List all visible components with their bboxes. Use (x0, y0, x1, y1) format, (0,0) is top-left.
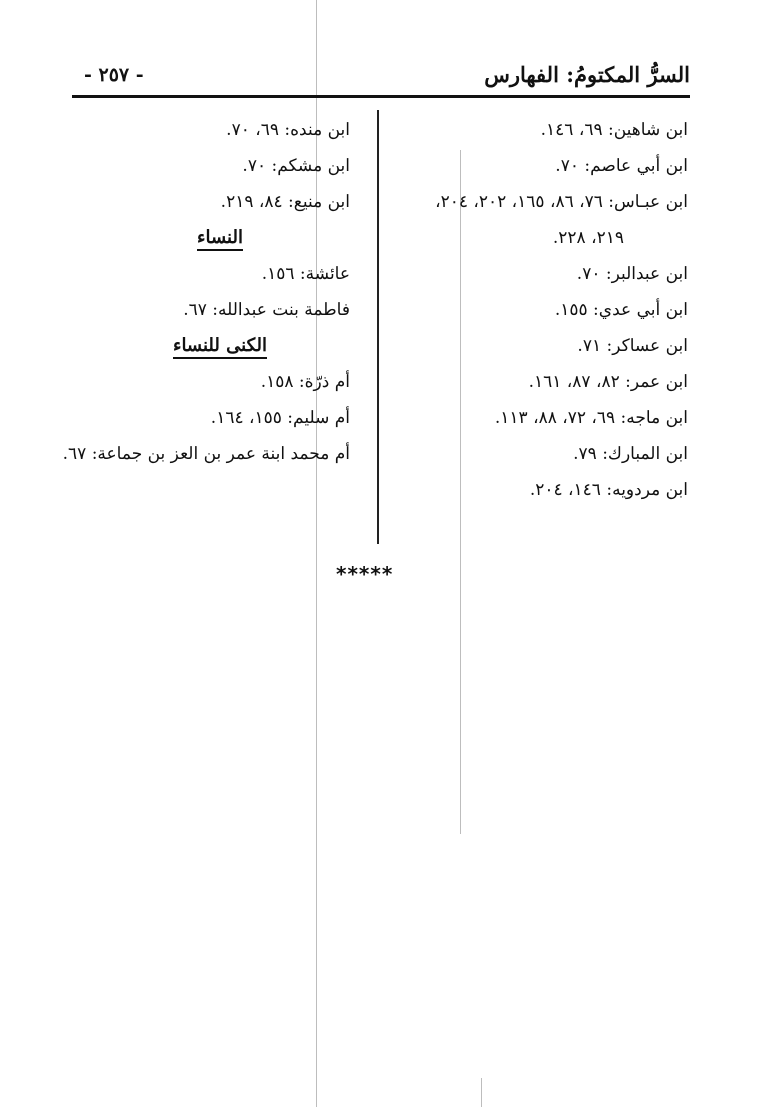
end-of-section-mark: ***** (336, 562, 394, 586)
index-entry: ابن مشكم: ٧٠. (242, 156, 350, 176)
index-entry: ابن ماجه: ٦٩، ٧٢، ٨٨، ١١٣. (494, 408, 688, 428)
scan-artifact-line (481, 1078, 482, 1107)
page-number: - ٢٥٧ - (84, 64, 144, 86)
section-heading-women-text: النساء (197, 227, 243, 251)
index-entry: ابن عبـاس: ٧٦، ٨٦، ١٦٥، ٢٠٢، ٢٠٤، (435, 192, 688, 212)
right-column (388, 112, 688, 508)
index-entry: أم محمد ابنة عمر بن العز بن جماعة: ٦٧. (62, 444, 350, 464)
index-entry: ابن أبي عاصم: ٧٠. (555, 156, 688, 176)
index-entry: ابن شاهين: ٦٩، ١٤٦. (540, 120, 688, 140)
index-entry: ابن عساكر: ٧١. (577, 336, 688, 356)
header-rule (72, 95, 690, 98)
index-entry: ابن مردويه: ١٤٦، ٢٠٤. (529, 480, 688, 500)
index-entry: ابن المبارك: ٧٩. (573, 444, 688, 464)
header-title: السرُّ المكتومُ: الفهارس (484, 62, 690, 87)
left-column (10, 112, 350, 472)
section-heading-women (90, 220, 350, 256)
index-entry: عائشة: ١٥٦. (261, 264, 350, 284)
section-heading-kunya (90, 328, 350, 364)
index-entry: ابن منده: ٦٩، ٧٠. (226, 120, 350, 140)
index-entry-continuation: ٢١٩، ٢٢٨. (552, 228, 624, 248)
index-entry: ابن منيع: ٨٤، ٢١٩. (220, 192, 350, 212)
index-entry: ابن عمر: ٨٢، ٨٧، ١٦١. (528, 372, 688, 392)
index-entry: ابن عبدالبر: ٧٠. (576, 264, 688, 284)
section-heading-kunya-text: الكنى للنساء (173, 335, 267, 359)
index-entry: ابن أبي عدي: ١٥٥. (554, 300, 688, 320)
index-entry: أم سليم: ١٥٥، ١٦٤. (210, 408, 350, 428)
column-divider (377, 110, 379, 544)
running-header (72, 62, 690, 94)
index-entry: أم ذرّة: ١٥٨. (260, 372, 350, 392)
index-entry: فاطمة بنت عبدالله: ٦٧. (183, 300, 350, 320)
